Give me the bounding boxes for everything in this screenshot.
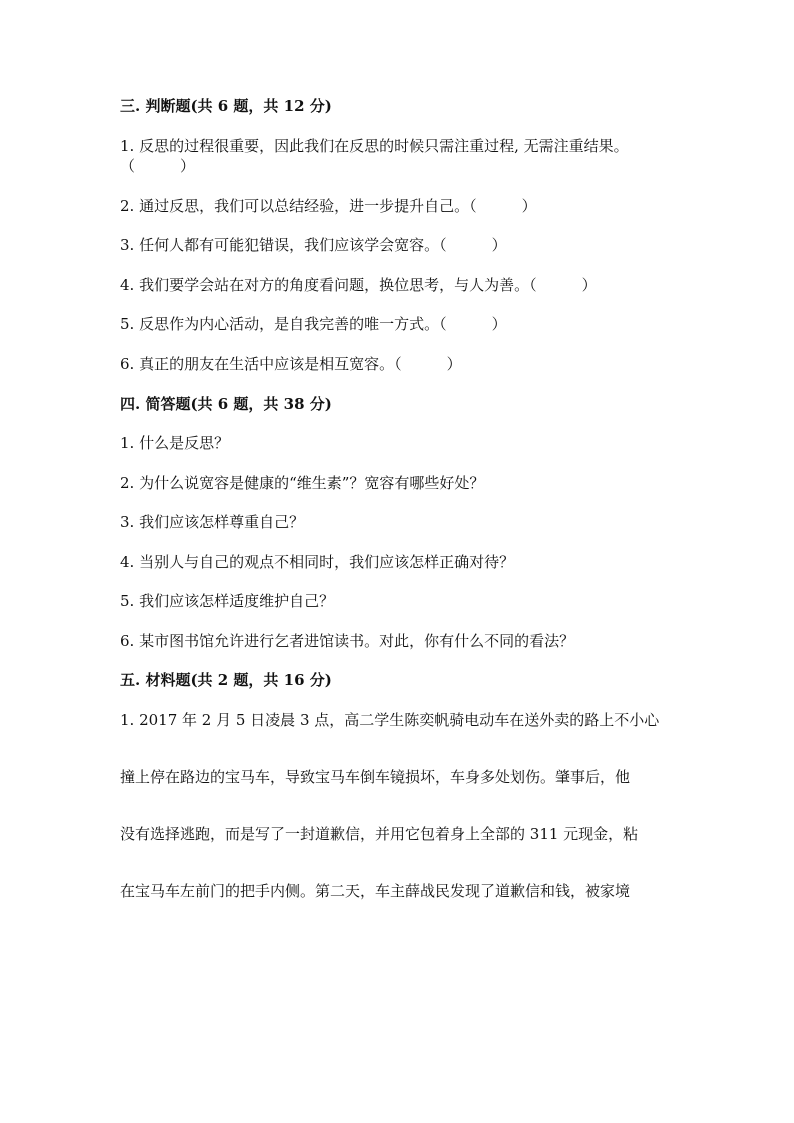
material-paragraph-line-4: 在宝马车左前门的把手内侧。第二天，车主薛战民发现了道歉信和钱，被家境 [120,882,631,900]
tf-question-4: 4. 我们要学会站在对方的角度看问题，换位思考，与人为善。（ ） [120,276,597,294]
tf-question-3: 3. 任何人都有可能犯错误，我们应该学会宽容。（ ） [120,236,507,254]
tf-question-1-line-2: （ ） [120,157,196,175]
material-paragraph-line-2: 撞上停在路边的宝马车，导致宝马车倒车镜损坏，车身多处划伤。肇事后，他 [120,768,631,786]
short-answer-question-1: 1. 什么是反思？ [120,434,230,452]
tf-question-1-line-1: 1. 反思的过程很重要，因此我们在反思的时候只需注重过程, 无需注重结果。 [120,137,629,155]
material-paragraph-line-3: 没有选择逃跑，而是写了一封道歉信，并用它包着身上全部的 311 元现金，粘 [120,825,639,843]
short-answer-question-5: 5. 我们应该怎样适度维护自己？ [120,592,335,610]
material-paragraph-line-1: 1. 2017 年 2 月 5 日凌晨 3 点，高二学生陈奕帆骑电动车在送外卖的路上不小心 [120,711,660,729]
short-answer-question-2: 2. 为什么说宽容是健康的“维生素”？宽容有哪些好处？ [120,474,485,492]
tf-question-2: 2. 通过反思，我们可以总结经验，进一步提升自己。（ ） [120,197,537,215]
short-answer-question-6: 6. 某市图书馆允许进行乞者进馆读书。对此，你有什么不同的看法？ [120,632,575,650]
section-4-heading: 四. 简答题(共 6 题，共 38 分) [120,395,332,413]
section-5-heading: 五. 材料题(共 2 题，共 16 分) [120,671,332,689]
short-answer-question-4: 4. 当别人与自己的观点不相同时，我们应该怎样正确对待？ [120,553,515,571]
section-3-heading: 三. 判断题(共 6 题，共 12 分) [120,97,332,115]
tf-question-6: 6. 真正的朋友在生活中应该是相互宽容。（ ） [120,355,462,373]
short-answer-question-3: 3. 我们应该怎样尊重自己？ [120,513,305,531]
tf-question-5: 5. 反思作为内心活动，是自我完善的唯一方式。（ ） [120,315,507,333]
